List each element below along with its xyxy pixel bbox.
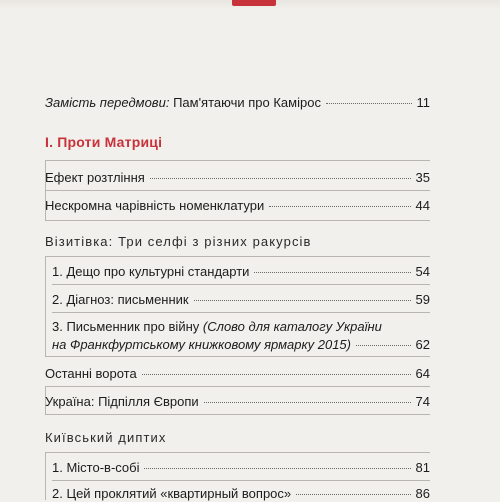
dot-leader	[204, 402, 411, 403]
section-heading-vizytivka	[45, 234, 312, 249]
dot-leader	[356, 345, 411, 346]
divider	[52, 480, 430, 481]
intro-prefix: Замість передмови:	[45, 95, 170, 110]
section-heading-kyiv: Київський диптих	[45, 430, 167, 445]
divider	[45, 160, 430, 161]
divider	[45, 190, 430, 191]
dot-leader	[142, 374, 411, 375]
divider	[45, 386, 430, 387]
divider	[52, 284, 430, 285]
page-number: 64	[415, 366, 430, 381]
toc-entry[interactable]	[52, 292, 430, 308]
vizytivka-heading: Три селфі з різних ракурсів	[113, 234, 312, 249]
dot-leader	[150, 178, 411, 179]
toc-entry[interactable]	[45, 366, 430, 382]
page-number: 74	[415, 394, 430, 409]
divider	[45, 452, 430, 453]
page-number: 11	[416, 95, 430, 110]
dot-leader	[269, 206, 410, 207]
entry-title: Україна: Підпілля Європи	[45, 394, 199, 409]
entry-note: (Слово для каталогу України	[202, 319, 382, 334]
toc-entry[interactable]	[52, 318, 430, 354]
entry-title: 1. Дещо про культурні стандарти	[52, 264, 250, 279]
dot-leader	[326, 103, 412, 104]
entry-title: 3. Письменник про війну	[52, 319, 203, 334]
dot-leader	[144, 468, 410, 469]
dot-leader	[194, 300, 411, 301]
entry-title: Нескромна чарівність номенклатури	[45, 198, 265, 213]
page-number: 59	[415, 292, 430, 307]
toc-entry-intro[interactable]	[45, 95, 430, 111]
entry-title: Останні ворота	[45, 366, 137, 381]
page-number: 54	[415, 264, 430, 279]
toc-entry[interactable]	[45, 198, 430, 214]
toc-entry[interactable]	[45, 170, 430, 186]
vizytivka-prefix: Візитівка:	[45, 234, 114, 249]
toc-entry[interactable]	[45, 394, 430, 410]
entry-note: на Франкфуртському книжковому ярмарку 2015)	[52, 337, 351, 352]
page-number: 86	[415, 486, 430, 501]
page-number: 44	[415, 198, 430, 213]
section-heading-1: I. Проти Матриці	[45, 134, 163, 150]
page-number: 35	[415, 170, 430, 185]
section-rule	[45, 256, 46, 356]
dot-leader	[296, 494, 410, 495]
divider	[52, 312, 430, 313]
page-number: 81	[415, 460, 430, 475]
header-mark	[232, 0, 276, 6]
entry-title: Ефект розтління	[45, 170, 145, 185]
toc-entry[interactable]	[52, 264, 430, 280]
section-rule	[45, 452, 46, 500]
dot-leader	[254, 272, 410, 273]
intro-title: Пам'ятаючи про Камірос	[169, 95, 321, 110]
entry-title: 2. Цей проклятий «квартирный вопрос»	[52, 486, 292, 501]
divider	[45, 256, 430, 257]
entry-title: 2. Діагноз: письменник	[52, 292, 189, 307]
divider	[45, 414, 430, 415]
toc-entry[interactable]	[52, 460, 430, 476]
divider	[45, 356, 430, 357]
divider	[45, 220, 430, 221]
page-number: 62	[415, 337, 430, 352]
entry-title: 1. Місто-в-собі	[52, 460, 140, 475]
